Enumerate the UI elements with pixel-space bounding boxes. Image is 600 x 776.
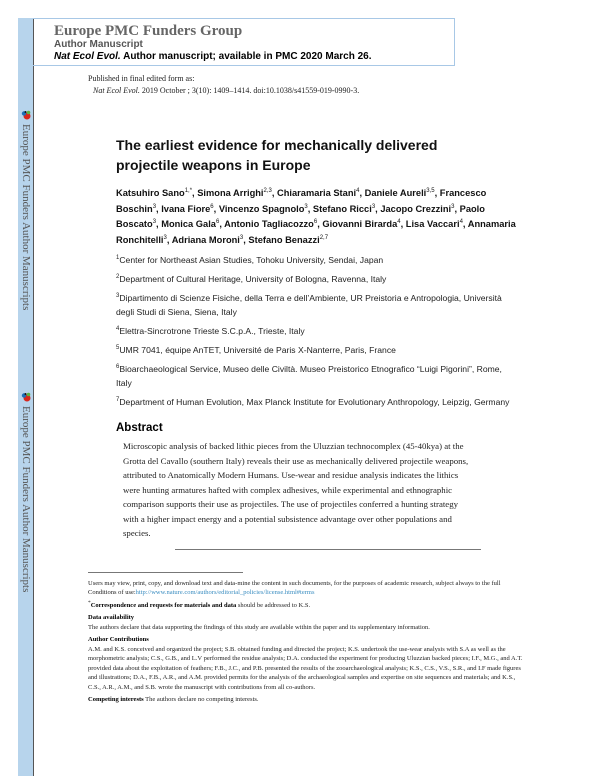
author: Lisa Vaccari (405, 219, 460, 229)
author-affiliation-marker: 4 (459, 218, 463, 225)
author: Francesco Boschin (116, 188, 487, 214)
affiliation-text: Dipartimento di Scienze Fisiche, della Terra e dell’Ambiente, UR Preistoria e Antropologia, Università degli Studi di Siena, Siena, Italy (116, 293, 502, 317)
affiliation-number: 3 (116, 293, 120, 300)
contrib-heading: Author Contributions (88, 636, 149, 643)
affiliation-number: 7 (116, 397, 120, 404)
author: Ivana Fiore (161, 203, 211, 214)
affiliation (116, 362, 516, 390)
affiliation (116, 343, 516, 357)
author: Jacopo Crezzini (380, 203, 452, 214)
author-affiliation-marker: 1,* (184, 187, 193, 194)
author-affiliation-marker: 3 (152, 203, 157, 210)
abstract-line: comparison supports their use as projectiles. The use of projectiles conferred a hunting strategy (123, 499, 458, 509)
affiliation-text: UMR 7041, équipe AnTET, Université de Paris X-Nanterre, Paris, France (119, 345, 396, 355)
page-body (88, 73, 528, 705)
affiliation-text: Department of Human Evolution, Max Planck Institute for Evolutionary Anthropology, Leipzig, Germany (119, 397, 510, 407)
citation-text: 2019 October ; 3(10): 1409–1414. doi:10.1038/s41559-019-0990-3. (139, 86, 360, 95)
affiliation-number: 4 (116, 326, 120, 333)
author-affiliation-marker: 3 (304, 203, 308, 210)
author-affiliation-marker: 3 (371, 203, 376, 210)
sidebar-label: Europe PMC Funders Author Manuscripts (20, 124, 32, 311)
citation-journal: Nat Ecol Evol. (93, 86, 140, 95)
affiliation (116, 395, 516, 409)
sidebar-label: Europe PMC Funders Author Manuscripts (20, 406, 32, 593)
data-text: The authors declare that data supporting the findings of this study are available within the paper and its supplementary information. (88, 623, 430, 631)
author-contributions (88, 635, 528, 692)
author: Vincenzo Spagnolo (218, 203, 305, 214)
abstract-line: Microscopic analysis of backed lithic pieces from the Uluzzian technocomplex (45-40kya) at the (123, 441, 464, 451)
data-heading: Data availability (88, 614, 135, 621)
data-availability (88, 613, 528, 632)
author: Katsuhiro Sano (116, 188, 185, 198)
author-affiliation-marker: 6 (215, 218, 220, 225)
divider (175, 549, 481, 550)
journal-availability (54, 51, 454, 63)
author-affiliation-marker: 4 (397, 218, 401, 225)
abstract-line: attributed to Anatomically Modern Humans. Use-wear and residue analysis indicates the lithics (123, 470, 459, 480)
affiliation-text: Elettra-Sincrotrone Trieste S.C.p.A., Trieste, Italy (119, 326, 305, 336)
article-title: The earliest evidence for mechanically delivered projectile weapons in Europe (116, 137, 438, 173)
author-affiliation-marker: 6 (313, 218, 318, 225)
manuscript-type: Author Manuscript (54, 39, 143, 50)
author-affiliation-marker: 3 (451, 203, 455, 210)
terms-text: Users may view, print, copy, and download text and data-mine the content in such documents, for the purposes of academic research, subject always to the full Conditions of use: (88, 579, 501, 596)
competing-interests (88, 695, 528, 705)
europe-pmc-logo-icon (21, 110, 31, 120)
author: Giovanni Birarda (322, 219, 398, 229)
abstract-line: species. (123, 528, 151, 538)
published-label: Published in final edited form as: (88, 74, 195, 83)
author-affiliation-marker: 3 (152, 218, 157, 225)
contrib-text: A.M. and K.S. conceived and organized the project; S.B. obtained funding and directed the project; K.S. undertook the use-wear analysis with S.A as well as the morphometric analysis; C.S., G.B., and L.V performed the residue analysis; D.A. conducted the experiment for producing Uluzzian backed pieces; I.F., M.G., and A.T. provided data about the exploitation of feathers; F.B., J.C., and P.B. presented the results of the zooarchaeological analysis; K.S., C.S., V.S., S.R., and I.F made figures and illustrations; D.A., F.B., A.R., and A.M. provided permits for the analysis of the archaeological samples and expertise on site sequences and materials; and K.S., C.S., A.R., A.M., and S.B. wrote the manuscript with contributions from all co-authors. (88, 645, 523, 691)
abstract-line: were hunting armatures hafted with complex adhesives, while experimental and ethnographic (123, 484, 453, 495)
author-affiliation-marker: 2,3 (263, 187, 272, 194)
affiliation (116, 253, 516, 267)
journal-name: Nat Ecol Evol. (54, 51, 121, 62)
funders-group: Europe PMC Funders Group (54, 23, 243, 39)
affiliation-list (116, 253, 516, 409)
author-affiliation-marker: 3 (239, 234, 244, 241)
affiliation-number: 1 (116, 255, 120, 262)
header-box (33, 18, 455, 66)
author: Paolo Boscato (116, 203, 485, 229)
abstract-heading: Abstract (116, 422, 163, 434)
terms-note (88, 579, 528, 598)
affiliation-number: 6 (116, 364, 120, 371)
author: Chiaramaria Stani (277, 188, 357, 198)
abstract-line: Grotta del Cavallo (southern Italy) reveals their use as mechanically delivered projectile weapons, (123, 455, 469, 466)
author-affiliation-marker: 3,5 (426, 187, 435, 194)
affiliation (116, 291, 516, 319)
abstract-line: with a higher impact energy and a potential subsistence advantage over other populations and (123, 513, 452, 524)
affiliation-text: Center for Northeast Asian Studies, Tohoku University, Sendai, Japan (119, 255, 384, 265)
affiliation-text: Department of Cultural Heritage, University of Bologna, Ravenna, Italy (119, 274, 387, 284)
europe-pmc-logo-icon (21, 392, 31, 402)
citation (93, 85, 528, 97)
correspondence-text: should be addressed to K.S. (236, 601, 311, 609)
author-affiliation-marker: 4 (356, 187, 360, 194)
abstract-text (123, 439, 516, 541)
availability: Author manuscript; available in PMC 2020 March 26. (120, 51, 372, 62)
article-front-matter (116, 135, 516, 550)
author: Monica Gala (161, 219, 216, 229)
terms-link[interactable]: http://www.nature.com/authors/editorial_policies/license.html#terms (135, 589, 315, 596)
author: Stefano Ricci (312, 203, 372, 214)
author: Adriana Moroni (171, 234, 240, 245)
author: Stefano Benazzi (248, 234, 320, 245)
author-affiliation-marker: 3 (163, 234, 167, 241)
author: Antonio Tagliacozzo (224, 219, 314, 229)
correspondence-bold: Correspondence and requests for materials and data (90, 601, 237, 609)
affiliation (116, 272, 516, 286)
affiliation (116, 324, 516, 338)
author: Simona Arrighi (197, 188, 264, 198)
affiliation-text: Bioarchaeological Service, Museo delle Civiltà. Museo Preistorico Etnografico “Luigi Pigorini”, Rome, Italy (116, 364, 502, 388)
author-affiliation-marker: 6 (210, 203, 214, 210)
correspondence-note: *Correspondence and requests for materials and data should be addressed to K.S. (88, 599, 311, 609)
footnote-divider (88, 572, 243, 573)
competing-text: The authors declare no competing interests. (143, 696, 259, 703)
affiliation-number: 5 (116, 345, 120, 352)
author-affiliation-marker: 2,7 (319, 234, 329, 241)
affiliation-number: 2 (116, 274, 120, 281)
author: Annamaria Ronchitelli (116, 219, 516, 245)
competing-bold: Competing interests (88, 696, 144, 703)
author: Daniele Aureli (364, 188, 427, 198)
author-list: Katsuhiro Sano$^{1,*}$, Simona Arrighi$^{2,3}$, Chiaramaria Stani$^4$, Daniele Aureli$^{3,5}$, Francesco Boschin$^3$, Ivana Fiore$^6$, Vincenzo Spagnolo$^3$, Stefano Ricci$^3$, Jacopo Crezzini$^3$, Paolo Boscato$^3$, Monica Gala$^6$, Antonio Tagliacozzo$^6$, Giovanni Birarda$^4$, Lisa Vaccari$^4$, Annamaria Ronchitelli$^3$, Adriana Moroni$^3$, Stefano Benazzi$^{2,7}$ (116, 187, 516, 245)
